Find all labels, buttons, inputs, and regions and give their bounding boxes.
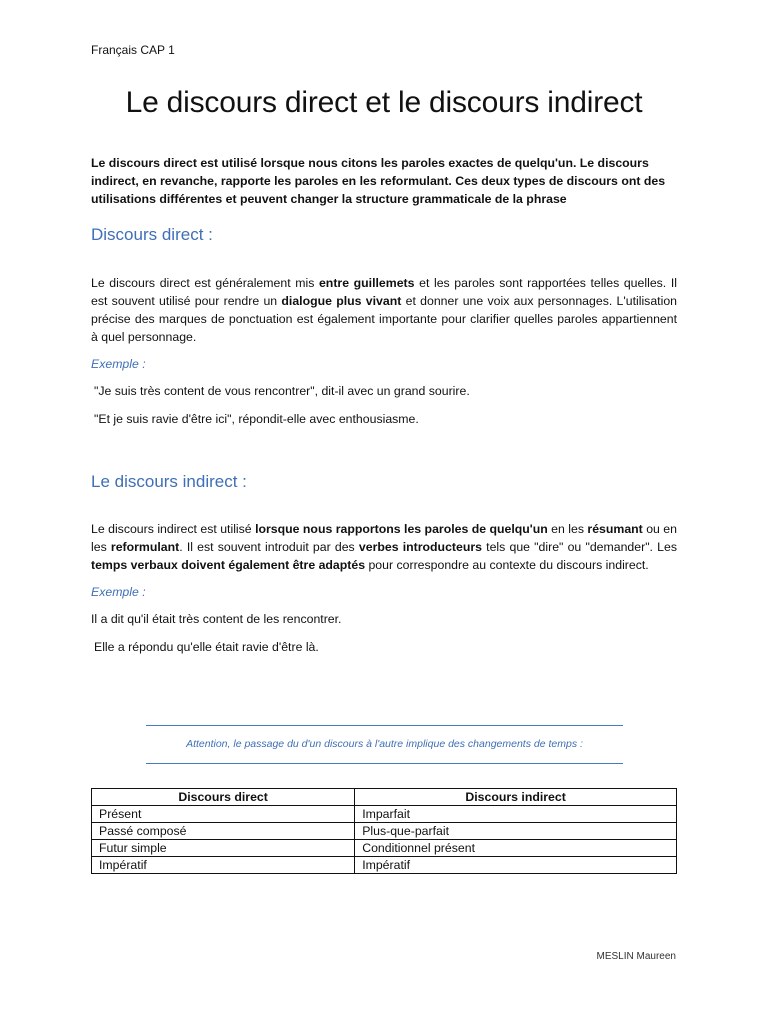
direct-text-3: et donner une voix aux personnages. L'utilisation précise des marques de ponctuation est également importante pour clarifier quelles paroles appartiennent à quel personnage. bbox=[91, 294, 677, 344]
table-row bbox=[92, 823, 677, 840]
table-header-row bbox=[92, 789, 677, 806]
indirect-text-6: pour correspondre au contexte du discours indirect. bbox=[365, 558, 649, 572]
indirect-bold-3: reformulant bbox=[110, 540, 180, 554]
direct-text-2: et les paroles sont rapportées telles quelles. Il est souvent utilisé pour rendre un bbox=[91, 276, 677, 308]
document-header: Français CAP 1 bbox=[91, 43, 175, 57]
heading-discours-direct: Discours direct : bbox=[91, 225, 213, 244]
table-cell: Plus-que-parfait bbox=[355, 823, 677, 840]
indirect-example-label: Exemple : bbox=[91, 585, 146, 599]
indirect-text-1: Le discours indirect est utilisé bbox=[91, 522, 256, 536]
table-cell: Conditionnel présent bbox=[355, 840, 677, 857]
table-cell: Impératif bbox=[92, 857, 355, 874]
heading-discours-indirect: Le discours indirect : bbox=[91, 472, 247, 491]
table-cell: Impératif bbox=[355, 857, 677, 874]
table-cell: Imparfait bbox=[355, 806, 677, 823]
intro-paragraph: Le discours direct est utilisé lorsque nous citons les paroles exactes de quelqu'un. Le discours indirect, en revanche, rapporte les paroles en les reformulant. Ces deux types de discours ont des utilisations différentes et peuvent changer la structure grammaticale de la phrase bbox=[91, 156, 666, 206]
table-cell: Présent bbox=[92, 806, 355, 823]
indirect-bold-4: verbes introducteurs bbox=[358, 540, 482, 554]
table-row bbox=[92, 857, 677, 874]
tense-table bbox=[91, 788, 677, 874]
table-header-direct: Discours direct bbox=[92, 789, 355, 806]
indirect-bold-5: temps verbaux doivent également être adaptés bbox=[91, 558, 366, 572]
direct-paragraph bbox=[91, 274, 677, 346]
table-cell: Futur simple bbox=[92, 840, 355, 857]
attention-text: Attention, le passage du d'un discours à l'autre implique des changements de temps : bbox=[186, 738, 583, 750]
document-title: Le discours direct et le discours indirect bbox=[125, 86, 643, 119]
table-row bbox=[92, 840, 677, 857]
indirect-bold-2: résumant bbox=[587, 522, 643, 536]
indirect-example-2: Elle a répondu qu'elle était ravie d'être là. bbox=[94, 640, 319, 654]
document-body bbox=[91, 154, 677, 656]
indirect-paragraph bbox=[91, 520, 677, 574]
direct-example-label: Exemple : bbox=[91, 357, 146, 371]
direct-bold-1: entre guillemets bbox=[318, 276, 415, 290]
indirect-text-3: ou en les bbox=[91, 522, 677, 554]
indirect-text-4: . Il est souvent introduit par des bbox=[179, 540, 359, 554]
document-footer: MESLIN Maureen bbox=[596, 951, 676, 962]
callout-bottom-rule bbox=[146, 763, 623, 764]
indirect-text-5: tels que "dire" ou "demander". Les bbox=[481, 540, 677, 554]
direct-text-1: Le discours direct est généralement mis bbox=[91, 276, 319, 290]
direct-example-2: "Et je suis ravie d'être ici", répondit-elle avec enthousiasme. bbox=[94, 412, 419, 426]
table-cell: Passé composé bbox=[92, 823, 355, 840]
direct-bold-2: dialogue plus vivant bbox=[281, 294, 402, 308]
direct-example-1: "Je suis très content de vous rencontrer", dit-il avec un grand sourire. bbox=[94, 384, 470, 398]
table-header-indirect: Discours indirect bbox=[355, 789, 677, 806]
indirect-example-1: Il a dit qu'il était très content de les rencontrer. bbox=[91, 612, 342, 626]
table-row bbox=[92, 806, 677, 823]
indirect-bold-1: lorsque nous rapportons les paroles de quelqu'un bbox=[255, 522, 548, 536]
indirect-text-2: en les bbox=[547, 522, 588, 536]
attention-callout bbox=[146, 725, 623, 764]
